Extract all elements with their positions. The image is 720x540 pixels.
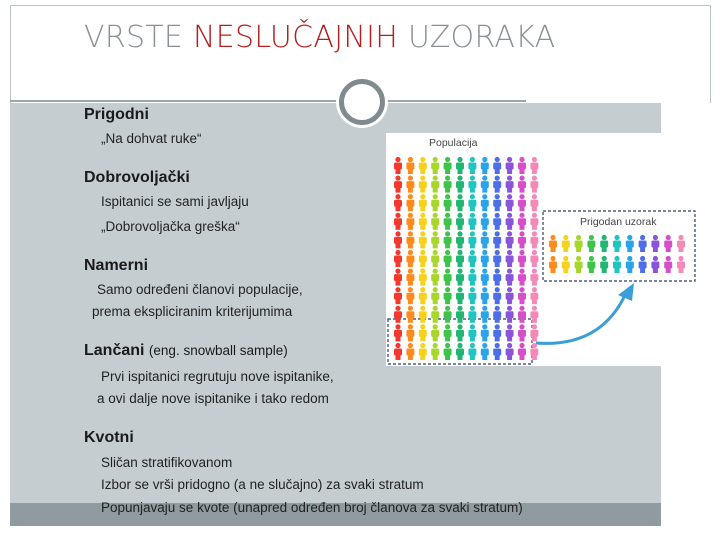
sample-person-icon (639, 256, 647, 273)
population-person-icon (493, 231, 501, 248)
sample-person-icon (613, 256, 621, 273)
population-person-icon (394, 324, 402, 341)
population-person-icon (481, 176, 489, 193)
population-person-icon (506, 343, 514, 360)
population-person-icon (406, 250, 414, 267)
population-person-icon (394, 231, 402, 248)
corner-blank (661, 485, 711, 530)
population-person-icon (406, 213, 414, 230)
sample-person-icon (600, 256, 608, 273)
sample-person-icon (562, 256, 570, 273)
population-person-icon (419, 213, 427, 230)
sample-label: Prigodan uzorak (580, 216, 657, 228)
population-person-icon (468, 213, 476, 230)
slide-title: VRSTE NESLUČAJNIH UZORAKA (84, 20, 556, 55)
sample-person-icon (587, 235, 595, 252)
population-person-icon (493, 343, 501, 360)
divider-ring-icon (339, 79, 385, 125)
population-person-icon (468, 287, 476, 304)
population-person-icon (493, 213, 501, 230)
heading-prigodni: Prigodni (84, 106, 149, 123)
people-grid (386, 133, 700, 366)
population-person-icon (394, 343, 402, 360)
population-person-icon (406, 287, 414, 304)
population-person-icon (518, 213, 526, 230)
population-person-icon (456, 213, 464, 230)
population-person-icon (468, 250, 476, 267)
population-person-icon (456, 343, 464, 360)
sample-person-icon (613, 235, 621, 252)
population-person-icon (394, 269, 402, 286)
population-person-icon (468, 194, 476, 211)
population-person-icon (530, 157, 538, 174)
population-person-icon (444, 250, 452, 267)
population-person-icon (506, 176, 514, 193)
population-person-icon (530, 176, 538, 193)
population-person-icon (481, 213, 489, 230)
population-person-icon (419, 324, 427, 341)
population-person-icon (394, 250, 402, 267)
population-person-icon (481, 194, 489, 211)
population-person-icon (394, 157, 402, 174)
population-person-icon (419, 194, 427, 211)
line-lancani-1: Prvi ispitanici regrutuju nove ispitanike, (101, 369, 334, 384)
line-prigodni-1: „Na dohvat ruke“ (101, 131, 202, 146)
population-person-icon (431, 157, 439, 174)
population-person-icon (431, 306, 439, 323)
title-divider-left (10, 100, 342, 102)
heading-namerni: Namerni (84, 257, 149, 274)
sample-person-icon (562, 235, 570, 252)
population-person-icon (444, 343, 452, 360)
population-person-icon (394, 213, 402, 230)
population-person-icon (456, 306, 464, 323)
population-person-icon (456, 157, 464, 174)
sample-person-icon (651, 235, 659, 252)
population-person-icon (518, 343, 526, 360)
population-person-icon (518, 176, 526, 193)
population-person-icon (468, 269, 476, 286)
sample-person-icon (587, 256, 595, 273)
population-person-icon (506, 269, 514, 286)
line-dobrovoljacki-2: „Dobrovoljačka greška“ (101, 219, 240, 234)
population-person-icon (481, 269, 489, 286)
population-person-icon (518, 194, 526, 211)
sample-person-icon (626, 256, 634, 273)
lancani-note: (eng. snowball sample) (148, 343, 288, 358)
population-person-icon (431, 231, 439, 248)
population-person-icon (394, 176, 402, 193)
population-person-icon (506, 250, 514, 267)
population-person-icon (518, 250, 526, 267)
population-person-icon (406, 157, 414, 174)
line-namerni-2: prema ekspliciranim kriterijumima (92, 304, 293, 319)
population-person-icon (468, 343, 476, 360)
population-person-icon (530, 250, 538, 267)
population-person-icon (481, 306, 489, 323)
population-person-icon (394, 306, 402, 323)
population-person-icon (444, 176, 452, 193)
population-person-icon (481, 157, 489, 174)
population-person-icon (406, 324, 414, 341)
population-person-icon (530, 231, 538, 248)
heading-kvotni: Kvotni (84, 429, 134, 446)
population-person-icon (419, 250, 427, 267)
sample-person-icon (626, 235, 634, 252)
population-person-icon (431, 324, 439, 341)
population-person-icon (481, 287, 489, 304)
population-person-icon (518, 231, 526, 248)
population-person-icon (431, 269, 439, 286)
population-person-icon (419, 231, 427, 248)
population-person-icon (506, 324, 514, 341)
line-kvotni-1: Sličan stratifikovanom (101, 455, 233, 470)
population-person-icon (406, 194, 414, 211)
population-person-icon (456, 324, 464, 341)
sampling-figure (386, 133, 700, 366)
population-person-icon (518, 324, 526, 341)
title-accent: NESLUČAJNIH (193, 20, 399, 55)
line-namerni-1: Samo određeni članovi populacije, (97, 282, 303, 297)
population-person-icon (394, 194, 402, 211)
population-person-icon (456, 269, 464, 286)
population-person-icon (493, 306, 501, 323)
population-person-icon (468, 157, 476, 174)
sample-person-icon (677, 235, 685, 252)
population-person-icon (530, 287, 538, 304)
population-person-icon (468, 231, 476, 248)
population-person-icon (419, 269, 427, 286)
population-person-icon (481, 324, 489, 341)
population-person-icon (518, 306, 526, 323)
population-person-icon (444, 306, 452, 323)
population-person-icon (493, 194, 501, 211)
title-divider-right (386, 100, 526, 102)
population-person-icon (431, 343, 439, 360)
population-person-icon (493, 269, 501, 286)
population-person-icon (444, 269, 452, 286)
population-person-icon (506, 157, 514, 174)
population-person-icon (419, 176, 427, 193)
sample-person-icon (575, 256, 583, 273)
population-person-icon (456, 287, 464, 304)
sample-person-icon (651, 256, 659, 273)
population-person-icon (481, 343, 489, 360)
population-person-icon (419, 287, 427, 304)
population-person-icon (419, 306, 427, 323)
population-person-icon (493, 250, 501, 267)
sample-person-icon (575, 235, 583, 252)
population-person-icon (506, 306, 514, 323)
line-kvotni-2: Izbor se vrši pridogno (a ne slučajno) za svaki stratum (101, 477, 424, 492)
sample-person-icon (664, 256, 672, 273)
arrow-head (618, 283, 634, 301)
population-person-icon (406, 343, 414, 360)
population-person-icon (406, 176, 414, 193)
population-person-icon (406, 306, 414, 323)
population-person-icon (506, 213, 514, 230)
heading-lancani: Lančani (eng. snowball sample) (84, 342, 288, 359)
sample-person-icon (549, 256, 557, 273)
line-lancani-2: a ovi dalje nove ispitanike i tako redom (97, 391, 329, 406)
arrow-curve (536, 293, 626, 343)
population-person-icon (431, 194, 439, 211)
population-person-icon (406, 269, 414, 286)
population-person-icon (506, 231, 514, 248)
population-person-icon (456, 231, 464, 248)
population-person-icon (444, 213, 452, 230)
sample-person-icon (639, 235, 647, 252)
population-person-icon (493, 176, 501, 193)
population-person-icon (481, 231, 489, 248)
population-person-icon (468, 306, 476, 323)
population-person-icon (456, 176, 464, 193)
population-person-icon (444, 324, 452, 341)
population-person-icon (468, 324, 476, 341)
population-person-icon (468, 176, 476, 193)
population-person-icon (444, 157, 452, 174)
population-person-icon (493, 287, 501, 304)
population-person-icon (419, 157, 427, 174)
population-person-icon (506, 194, 514, 211)
population-person-icon (493, 324, 501, 341)
population-label: Populacija (429, 137, 478, 149)
population-person-icon (481, 250, 489, 267)
population-person-icon (444, 194, 452, 211)
population-person-icon (431, 250, 439, 267)
population-person-icon (518, 269, 526, 286)
population-person-icon (431, 176, 439, 193)
population-person-icon (419, 343, 427, 360)
population-person-icon (518, 287, 526, 304)
population-person-icon (518, 157, 526, 174)
heading-dobrovoljacki: Dobrovoljački (84, 169, 190, 186)
population-person-icon (406, 231, 414, 248)
sample-person-icon (664, 235, 672, 252)
population-person-icon (506, 287, 514, 304)
line-dobrovoljacki-1: Ispitanici se sami javljaju (101, 194, 249, 209)
population-person-icon (431, 287, 439, 304)
population-person-icon (456, 194, 464, 211)
sample-person-icon (600, 235, 608, 252)
sample-person-icon (549, 235, 557, 252)
population-person-icon (530, 213, 538, 230)
population-person-icon (431, 213, 439, 230)
line-kvotni-3: Popunjavaju se kvote (unapred određen broj članova za svaki stratum) (101, 500, 523, 515)
population-person-icon (444, 231, 452, 248)
population-person-icon (444, 287, 452, 304)
population-person-icon (530, 194, 538, 211)
population-person-icon (493, 157, 501, 174)
population-person-icon (456, 250, 464, 267)
sample-person-icon (677, 256, 685, 273)
population-person-icon (394, 287, 402, 304)
population-person-icon (530, 269, 538, 286)
